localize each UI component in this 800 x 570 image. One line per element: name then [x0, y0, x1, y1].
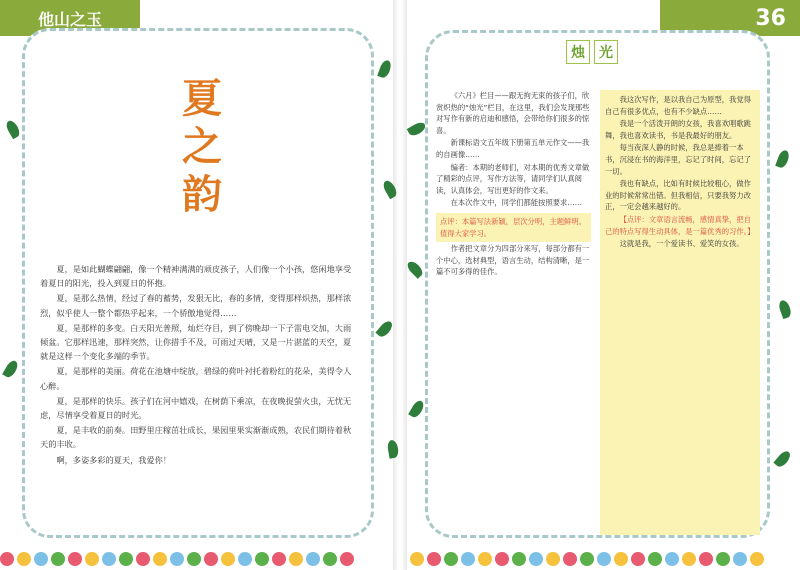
- leaf-decoration: [775, 149, 791, 169]
- leaf-decoration: [4, 119, 22, 140]
- paragraph: 编者：本期的老师们，对本期的优秀文章做了精彩的点评，写作方法等，请同学们认真阅读，认真体会，写出更好的作文来。: [436, 162, 590, 195]
- leaf-decoration: [375, 319, 394, 339]
- section-title: 他山之玉: [37, 9, 102, 29]
- essay-body: [40, 262, 358, 468]
- page-number: 36: [755, 5, 786, 31]
- title-char: 夏: [182, 75, 222, 122]
- essay-title: [172, 75, 232, 218]
- paragraph: 夏，是那样的美丽。荷花在池塘中绽放，碧绿的荷叶衬托着粉红的花朵，美得令人心醉。: [40, 366, 352, 391]
- paragraph: 夏，是那样的快乐。孩子们在河中嬉戏，在树荫下乘凉，在夜晚捉萤火虫，无忧无虑，尽情享受着夏日的时光。: [40, 395, 352, 421]
- leaf-decoration: [408, 399, 426, 420]
- paragraph: 夏，是丰收的前奏。田野里庄稼茁壮成长，果园里果实渐渐成熟，农民们期待着秋天的丰收。: [40, 425, 352, 450]
- paragraph: 在本次作文中，同学们都能按照要求……: [450, 198, 582, 208]
- paragraph: 新课标语文五年级下册第五单元作文——我的自画像……: [436, 138, 590, 159]
- paragraph: 作者把文章分为四部分来写，每部分都有一个中心，选材典型，语言生动，结构清晰，是一篇不可多得的佳作。: [436, 244, 590, 277]
- flower-border-right: [410, 540, 800, 570]
- flower-border-left: [0, 540, 390, 570]
- paragraph: 这就是我，一个爱读书、爱笑的女孩。: [619, 239, 744, 249]
- book-gutter: [393, 0, 407, 570]
- leaf-decoration: [2, 359, 20, 380]
- leaf-decoration: [377, 59, 393, 79]
- leaf-decoration: [773, 449, 792, 469]
- paragraph: 我是一个活泼开朗的女孩，我喜欢唱歌跳舞，我也喜欢读书，书是我最好的朋友。: [605, 119, 751, 140]
- note-box: 点评：本篇写法新颖，层次分明，主题鲜明。值得大家学习。: [436, 213, 591, 242]
- paragraph: 我这次写作，是以我自己为原型，我觉得自己有很多优点，也有不少缺点……: [605, 95, 751, 116]
- paragraph: 《六月》栏目——跟无拘无束的孩子们，欣赏炽热的“烛光”栏目，在这里，我们会发现那些对写作有新的启迪和感悟，会带给你们很多的惊喜。: [436, 91, 590, 135]
- section-badge: [566, 40, 618, 64]
- badge-char: 光: [594, 40, 618, 64]
- leaf-decoration: [405, 259, 425, 279]
- title-char: 韵: [182, 171, 222, 218]
- paragraph: 夏，是如此蝴蝶翩翩，像一个精神满满的顽皮孩子，人们像一个小孩，悠闲地享受着夏日的阳光，投入到夏日的怀抱。: [40, 264, 352, 289]
- right-column-right: [600, 90, 760, 535]
- title-char: 之: [182, 123, 222, 170]
- leaf-decoration: [777, 299, 793, 319]
- comment: 【点评：文章语言流畅，感情真挚，把自己的特点写得生动具体，是一篇优秀的习作。】: [605, 214, 755, 236]
- paragraph: 啊，多姿多彩的夏天，我爱你！: [56, 454, 172, 465]
- paragraph: 我也有缺点，比如有时候比较粗心，做作业的时候常常出错。但我相信，只要我努力改正，一定会越来越好的。: [605, 179, 751, 212]
- paragraph: 夏，是那么热情，经过了春的蓄势，发狠无比，春的多情，变得那样炽热，那样浓烈，似乎使人一整个都热乎起来，一个骄傲地觉得……: [40, 293, 352, 318]
- paragraph: 夏，是那样的多变。白天阳光普照，灿烂夺目，到了傍晚却一下子雷电交加，大雨倾盆。它那样迅速，那样突然，让你措手不及，可雨过天晴，又是一片湛蓝的天空，夏就是这样一个变化多端的季节。: [40, 322, 352, 362]
- paragraph: 每当夜深人静的时候，我总是捧着一本书，沉浸在书的海洋里，忘记了时间，忘记了一切。: [605, 143, 751, 176]
- badge-char: 烛: [566, 40, 590, 64]
- right-column-left: [436, 90, 591, 279]
